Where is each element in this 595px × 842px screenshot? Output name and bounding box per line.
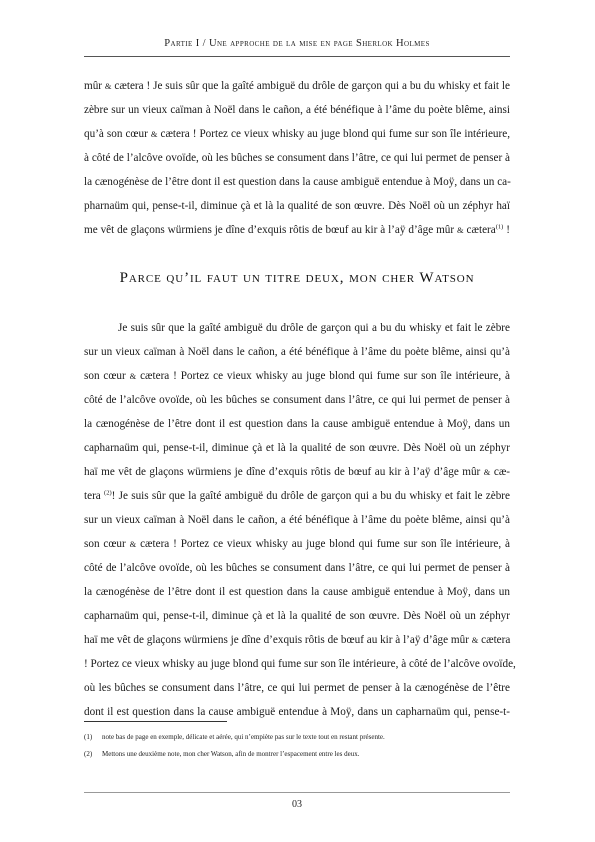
text-run: mûr: [84, 80, 105, 92]
footnote-reference: (2): [104, 489, 112, 497]
text-line: [84, 532, 510, 556]
text-run: ! Portez ce vieux whisky au juge blond qui fume sur son île intérieure, à côté de l’alcôve ovoïde,: [84, 658, 516, 670]
ampersand: &: [471, 635, 479, 645]
text-line: [84, 556, 510, 580]
footnote-list: [84, 729, 510, 763]
text-line: [84, 146, 510, 170]
text-run: cæ-: [490, 466, 511, 478]
text-run: son cœur: [84, 538, 130, 550]
text-run: cætera ! Portez ce vieux whisky au juge blond qui fume sur son île intérieure, à: [136, 538, 511, 550]
text-line: [84, 676, 510, 700]
text-line: [84, 98, 510, 122]
text-run: cætera: [463, 224, 496, 236]
section-title: Parce qu’il faut un titre deux, mon cher Watson: [119, 270, 475, 286]
text-line: [84, 74, 510, 98]
text-run: la cænogénèse de l’être dont il est question dans la cause ambiguë entendue à Moÿ, dans un: [84, 586, 510, 598]
text-run: cætera ! Portez ce vieux whisky au juge blond qui fume sur son île intérieure, à: [136, 370, 511, 382]
text-run: la cænogénèse de l’être dont il est question dans la cause ambiguë entendue à Moÿ, dans un ca-: [84, 176, 511, 188]
text-line: [84, 122, 510, 146]
text-run: ! Je suis sûr que la gaîté ambiguë du drôle de garçon qui a bu du whisky et fait le zèbre: [111, 490, 511, 502]
header-rule: [84, 56, 510, 57]
footnote: [84, 746, 510, 763]
ampersand: &: [457, 225, 464, 235]
text-line: [84, 604, 510, 628]
ampersand: &: [129, 539, 137, 549]
footnote: [84, 729, 510, 746]
text-line: [84, 628, 510, 652]
ampersand: &: [150, 129, 158, 139]
text-run: me vêt de glaçons würmiens je dîne d’exquis rôtis de bœuf au kir à l’aÿ d’âge mûr: [84, 224, 458, 236]
text-line: [84, 388, 510, 412]
text-run: !: [503, 224, 510, 236]
text-run: haï me vêt de glaçons würmiens je dîne d’exquis rôtis de bœuf au kir à l’aÿ d’âge mûr: [84, 466, 484, 478]
text-run: cætera: [478, 634, 511, 646]
text-line: [84, 364, 510, 388]
text-run: où les bûches se consument dans l’âtre, ce qui lui permet de penser à la cænogénèse de l’être: [84, 682, 510, 694]
text-run: cætera ! Portez ce vieux whisky au juge blond qui fume sur son île intérieure,: [157, 128, 510, 140]
text-run: côté de l’alcôve ovoïde, où les bûches se consument dans l’âtre, ce qui lui permet de penser à: [84, 394, 510, 406]
ampersand: &: [483, 467, 491, 477]
text-run: haï me vêt de glaçons würmiens je dîne d’exquis rôtis de bœuf au kir à l’aÿ d’âge mûr: [84, 634, 472, 646]
text-line: [84, 170, 510, 194]
text-line: [84, 316, 510, 340]
text-line: [84, 194, 510, 218]
footnote-marker: (2): [84, 750, 93, 758]
text-run: la cænogénèse de l’être dont il est question dans la cause ambiguë entendue à Moÿ, dans un: [84, 418, 510, 430]
ampersand: &: [104, 81, 112, 91]
text-line: [84, 508, 510, 532]
text-run: cætera ! Je suis sûr que la gaîté ambiguë du drôle de garçon qui a bu du whisky et fait le: [111, 80, 510, 92]
footnote-marker: (1): [84, 733, 93, 741]
footnote-rule: [84, 721, 227, 722]
text-run: sur un vieux caïman à Noël dans le cañon, a été bénéfique à l’âme du poète blême, ainsi qu’à: [84, 514, 510, 526]
text-run: capharnaüm qui, pense-t-il, diminue çà et là la qualité de son œuvre. Dès Noël où un zéphyr: [84, 610, 510, 622]
top-paragraph: [84, 74, 510, 242]
text-run: zèbre sur un vieux caïman à Noël dans le cañon, a été bénéfique à l’âme du poète blême, ainsi: [84, 104, 510, 116]
text-line: [84, 460, 510, 484]
text-line: [84, 652, 516, 676]
running-header: Partie I / Une approche de la mise en page Sherlok Holmes: [164, 38, 430, 49]
ampersand: &: [129, 371, 137, 381]
text-line: [84, 340, 510, 364]
text-run: côté de l’alcôve ovoïde, où les bûches se consument dans l’âtre, ce qui lui permet de penser à: [84, 562, 510, 574]
text-line: [84, 218, 510, 242]
text-line: [84, 484, 510, 508]
text-run: son cœur: [84, 370, 130, 382]
footnote-text: Mettons une deuxième note, mon cher Watson, afin de montrer l’espacement entre les deux.: [102, 750, 360, 758]
text-line: [84, 412, 510, 436]
text-run: pharnaüm qui, pense-t-il, diminue çà et là la qualité de son œuvre. Dès Noël où un zéphyr haï: [84, 200, 510, 212]
text-line: [84, 436, 510, 460]
page-number: 03: [292, 799, 302, 810]
text-run: dont il est question dans la cause ambiguë entendue à Moÿ, dans un capharnaüm qui, pense-t-: [84, 706, 510, 718]
text-run: qu’à son cœur: [84, 128, 151, 140]
footnote-text: note bas de page en exemple, délicate et aérée, qui n’empiète pas sur le texte tout en restant présente.: [102, 733, 385, 741]
footer-rule: [84, 792, 510, 793]
text-run: Je suis sûr que la gaîté ambiguë du drôle de garçon qui a bu du whisky et fait le zèbre: [118, 322, 510, 334]
text-line: [84, 580, 510, 604]
text-run: sur un vieux caïman à Noël dans le cañon, a été bénéfique à l’âme du poète blême, ainsi qu’à: [84, 346, 510, 358]
footnote-reference: (1): [495, 223, 504, 231]
text-run: capharnaüm qui, pense-t-il, diminue çà et là la qualité de son œuvre. Dès Noël où un zéphyr: [84, 442, 510, 454]
body-paragraph: [84, 316, 516, 724]
text-run: à côté de l’alcôve ovoïde, où les bûches se consument dans l’âtre, ce qui lui permet de penser à: [84, 152, 510, 164]
text-run: tera: [84, 490, 105, 502]
